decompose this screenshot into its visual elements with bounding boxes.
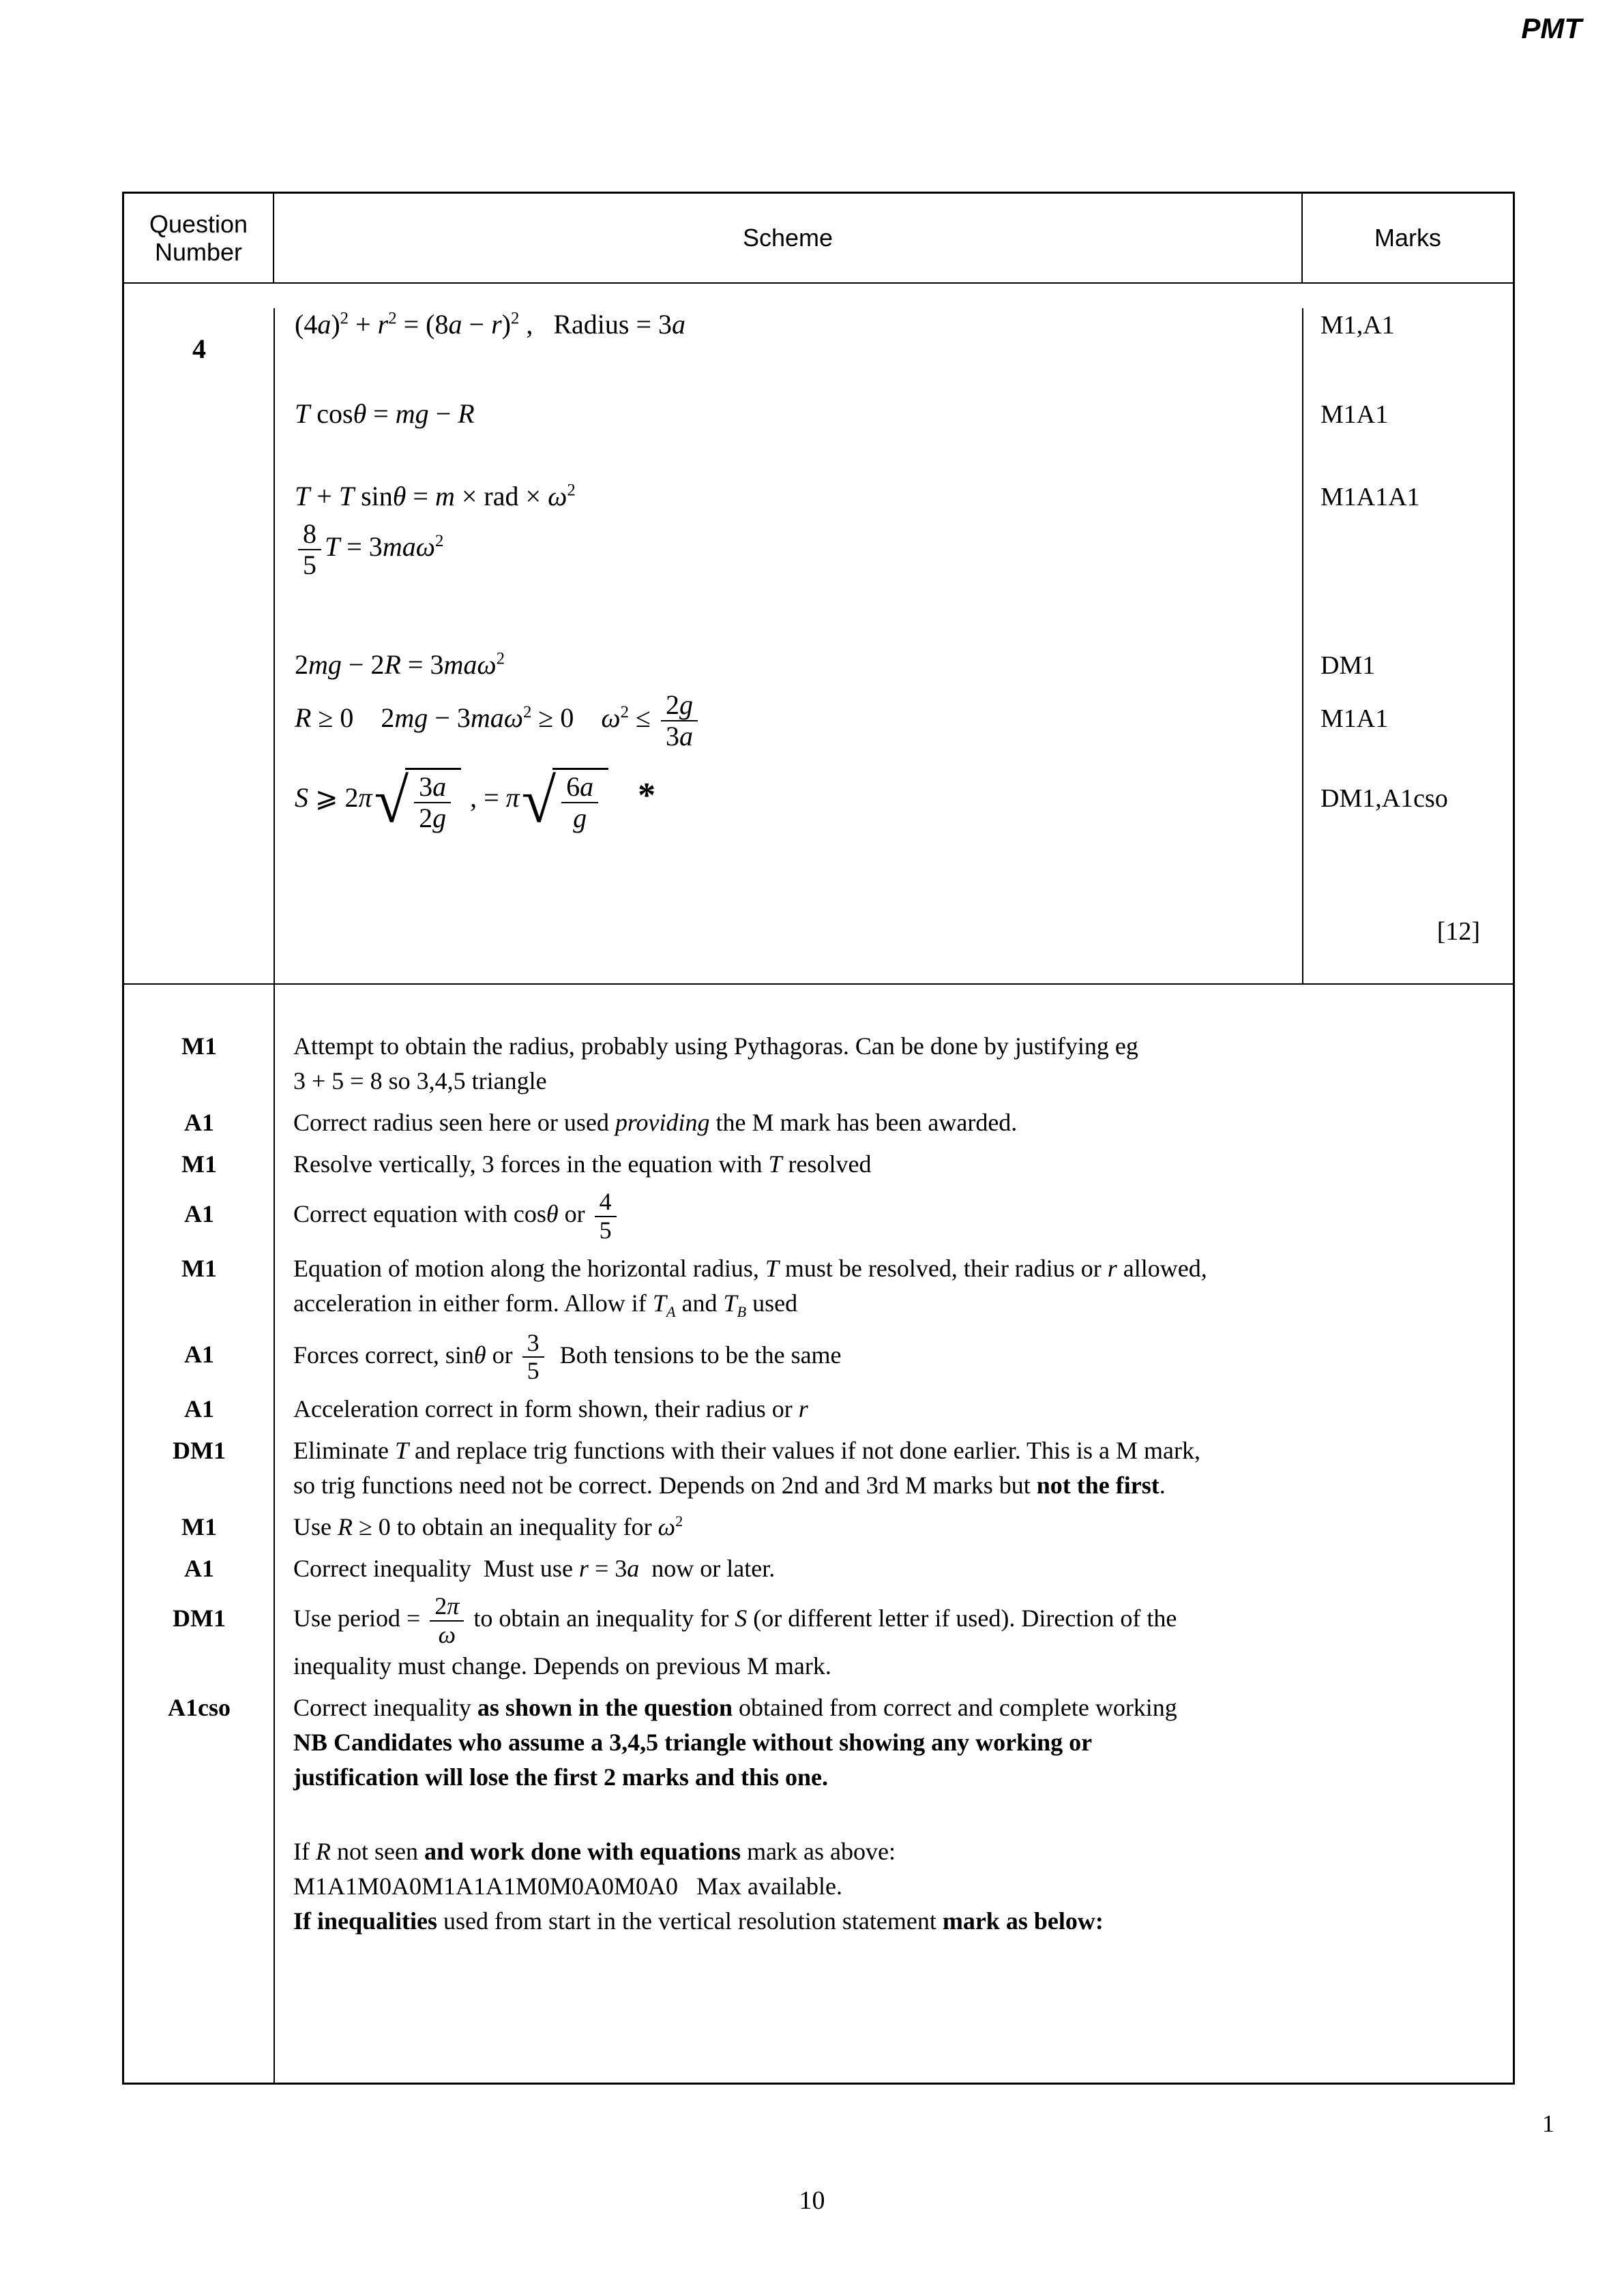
- marks-value: DM1: [1320, 651, 1376, 680]
- mark-label: A1: [184, 1395, 214, 1422]
- note-text: Correct radius seen here or used providing the M mark has been awarded.: [293, 1109, 1018, 1137]
- note-row: [124, 1147, 1513, 1182]
- math-expression: S ⩾ 2π √ $\frac{3a}{2g}$ , = π √ $\frac{6a}{g}$ *: [295, 765, 656, 835]
- note-row: [124, 1593, 1513, 1683]
- column-divider: [1302, 308, 1303, 983]
- mark-label: A1: [184, 1555, 214, 1583]
- marks-value: M1A1: [1320, 400, 1389, 429]
- note-text: Use period = $\frac{2\pi}{\omega}$ to obtain an inequality for S (or different letter if used). Direction of the inequality must change. Depends on previous M mark.: [293, 1592, 1177, 1680]
- math-expression: $(4a)^2 + r^2 = (8a - r)^2$ , Radius = 3a: [295, 309, 686, 340]
- note-row: [124, 1029, 1513, 1099]
- note-row: [124, 1433, 1513, 1503]
- total-marks: [12]: [1436, 917, 1480, 946]
- math-expression: T cosθ = mg − R: [295, 398, 475, 429]
- note-text: Use R ≥ 0 to obtain an inequality for $\omega^2$: [293, 1512, 683, 1541]
- note-text: Forces correct, sinθ or $\frac{3}{5}$ Both tensions to be the same: [293, 1328, 842, 1385]
- scheme-line: [124, 648, 1513, 681]
- header-marks: Marks: [1374, 224, 1441, 252]
- mark-label: A1: [184, 1341, 214, 1369]
- mark-scheme-table: [122, 192, 1515, 2085]
- math-expression: 2mg − 2R = 3maω$^2$: [295, 649, 505, 680]
- note-text: Correct inequality as shown in the question obtained from correct and complete working NB Candidates who assume a 3,4,5 triangle without showing any working or justification will lose the first 2 marks and this one.: [293, 1693, 1177, 1791]
- note-row: [124, 1251, 1513, 1323]
- mark-label: DM1: [173, 1436, 226, 1464]
- mark-label: M1: [181, 1254, 217, 1282]
- note-text: Eliminate T and replace trig functions with their values if not done earlier. This is a M mark, so trig functions need not be correct. Depends on 2nd and 3rd M marks but not the first.: [293, 1436, 1201, 1499]
- note-row: [124, 1510, 1513, 1545]
- note-row: [124, 1834, 1513, 1939]
- mark-label: A1cso: [168, 1693, 231, 1721]
- mark-label: DM1: [173, 1605, 226, 1632]
- note-text: If R not seen and work done with equations mark as above: M1A1M0A0M1A1A1M0M0A0M0A0 Max available. If inequalities used from start in the vertical resolution statement mark as below:: [293, 1837, 1104, 1935]
- note-row: [124, 1392, 1513, 1427]
- side-page-number: 1: [1542, 2110, 1554, 2137]
- scheme-line: [124, 765, 1513, 835]
- note-row: [124, 1551, 1513, 1586]
- note-row: [124, 1330, 1513, 1385]
- marks-value: M1A1A1: [1320, 483, 1420, 511]
- header-scheme: Scheme: [274, 194, 1303, 282]
- note-text: Correct inequality Must use r = 3a now or later.: [293, 1555, 776, 1583]
- scheme-line: [124, 480, 1513, 512]
- note-text: Equation of motion along the horizontal radius, T must be resolved, their radius or r allowed, acceleration in either form. Allow if $T_A$ and $T_B$ used: [293, 1254, 1207, 1320]
- mark-label: A1: [184, 1200, 214, 1228]
- scheme-line: [124, 398, 1513, 430]
- note-text: Attempt to obtain the radius, probably using Pythagoras. Can be done by justifying eg 3 + 5 = 8 so 3,4,5 triangle: [293, 1032, 1138, 1095]
- note-row: [124, 1189, 1513, 1244]
- marks-value: M1,A1: [1320, 311, 1395, 340]
- page-number: 10: [799, 2186, 825, 2215]
- scheme-line: [124, 308, 1513, 340]
- note-text: Correct equation with cosθ or $\frac{4}{5}$: [274, 1189, 1513, 1244]
- mark-label: M1: [181, 1032, 217, 1060]
- note-row: [124, 1690, 1513, 1795]
- column-divider: [274, 985, 275, 2083]
- math-expression: T + T sinθ = m × rad × $\omega^2$: [295, 481, 576, 511]
- note-text: Resolve vertically, 3 forces in the equation with T resolved: [293, 1150, 872, 1178]
- marks-value: DM1,A1cso: [1320, 784, 1448, 814]
- scheme-line: [124, 690, 1513, 751]
- question-row: [124, 308, 1513, 985]
- column-divider: [274, 308, 275, 983]
- header-question-number: Question Number: [124, 194, 274, 282]
- pmt-watermark: PMT: [1521, 12, 1582, 44]
- table-header-row: [124, 194, 1513, 284]
- note-text: Acceleration correct in form shown, their radius or r: [293, 1395, 808, 1422]
- math-expression: $\frac{8}{5}$ T = 3maω$^2$: [274, 519, 1303, 580]
- marks-value: M1A1: [1320, 704, 1389, 734]
- scheme-line: [124, 519, 1513, 580]
- math-expression: R ≥ 0 2mg − 3maω$^2$ ≥ 0 $\omega^2$ ≤ $\frac{2g}{3a}$: [274, 690, 1303, 751]
- question-number: 4: [192, 333, 206, 364]
- mark-label: M1: [181, 1513, 217, 1541]
- note-row: [124, 1105, 1513, 1140]
- notes-row: [124, 985, 1513, 2083]
- mark-label: A1: [184, 1109, 214, 1137]
- mark-label: M1: [181, 1150, 217, 1178]
